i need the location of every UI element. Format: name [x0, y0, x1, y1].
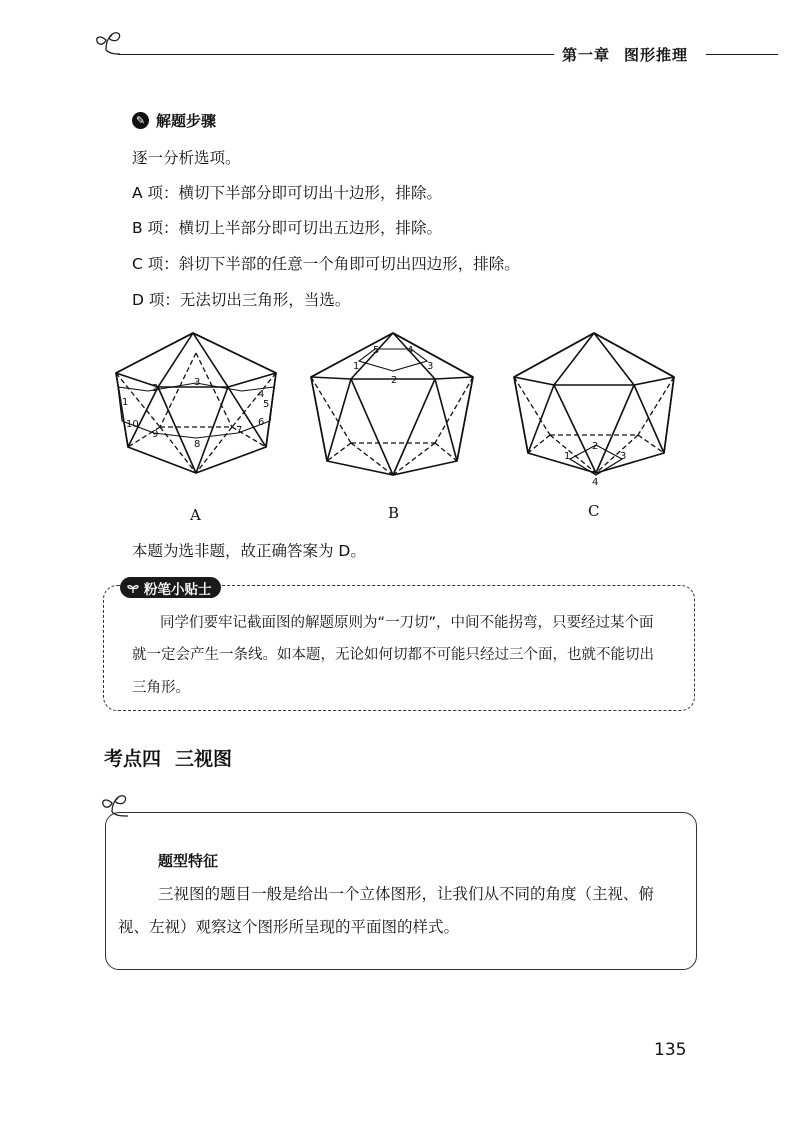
figure-a-number: 9: [152, 429, 159, 440]
section-number: 考点四: [104, 748, 162, 770]
figure-c-icosahedron: [506, 325, 681, 490]
figure-a-number: 2: [152, 383, 159, 394]
page-number: 135: [654, 1040, 687, 1060]
solution-line: A 项：横切下半部分即可切出十边形，排除。: [132, 184, 443, 202]
figure-c-number: 4: [592, 477, 599, 488]
steps-icon: ✎: [132, 112, 149, 129]
figure-b-number: 1: [353, 361, 360, 372]
figure-b-number: 4: [407, 345, 414, 356]
solution-line: 逐一分析选项。: [132, 149, 241, 167]
figure-c-number: 3: [620, 451, 627, 462]
figure-b-icosahedron: [305, 325, 480, 480]
tip-line: 同学们要牢记截面图的解题原则为“一刀切”，中间不能拐弯，只要经过某个面: [160, 615, 654, 631]
figure-a-number: 7: [236, 425, 243, 436]
tip-line: 三角形。: [132, 680, 190, 696]
figure-label-c: C: [588, 502, 600, 520]
figure-a-number: 10: [126, 419, 139, 430]
section-name: 三视图: [175, 748, 233, 770]
tip-line: 就一定会产生一条线。如本题，无论如何切都不可能只经过三个面，也就不能切出: [132, 647, 654, 663]
answer-conclusion: 本题为选非题，故正确答案为 D。: [132, 542, 366, 560]
figure-c-number: 2: [592, 441, 599, 452]
solution-line: C 项：斜切下半部的任意一个角即可切出四边形，排除。: [132, 255, 520, 273]
figure-a-number: 5: [263, 399, 270, 410]
header-rule-right: [706, 54, 778, 55]
chapter-topic: 图形推理: [624, 46, 689, 64]
sprout-icon: [126, 582, 140, 594]
chapter-number: 第一章: [562, 46, 611, 64]
solution-line: B 项：横切上半部分即可切出五边形，排除。: [132, 219, 443, 237]
solution-steps-title: [132, 110, 216, 131]
feature-line: 三视图的题目一般是给出一个立体图形，让我们从不同的角度（主视、俯: [158, 885, 655, 903]
figure-b-number: 3: [427, 361, 434, 372]
feature-line: 视、左视）观察这个图形所呈现的平面图的样式。: [118, 918, 460, 936]
feature-heading: 题型特征: [158, 852, 219, 870]
figure-c-number: 1: [564, 451, 571, 462]
figure-a-number: 1: [122, 397, 129, 408]
tip-badge: [120, 577, 221, 598]
figure-b-number: 5: [373, 345, 380, 356]
chapter-header: [562, 44, 688, 65]
figure-a-number: 8: [194, 439, 201, 450]
section-heading: [104, 744, 232, 771]
figure-a-number: 3: [194, 377, 201, 388]
figure-a-number: 6: [258, 417, 265, 428]
figure-a-number: 4: [258, 389, 265, 400]
figure-label-b: B: [388, 504, 400, 522]
header-rule-left: [118, 54, 554, 55]
tip-title: 粉笔小贴士: [144, 581, 212, 598]
solution-line: D 项：无法切出三角形，当选。: [132, 291, 351, 309]
figure-a-icosahedron: [108, 325, 283, 480]
figure-b-number: 2: [391, 375, 398, 386]
solution-steps-label: 解题步骤: [156, 112, 217, 130]
figure-label-a: A: [190, 506, 201, 524]
